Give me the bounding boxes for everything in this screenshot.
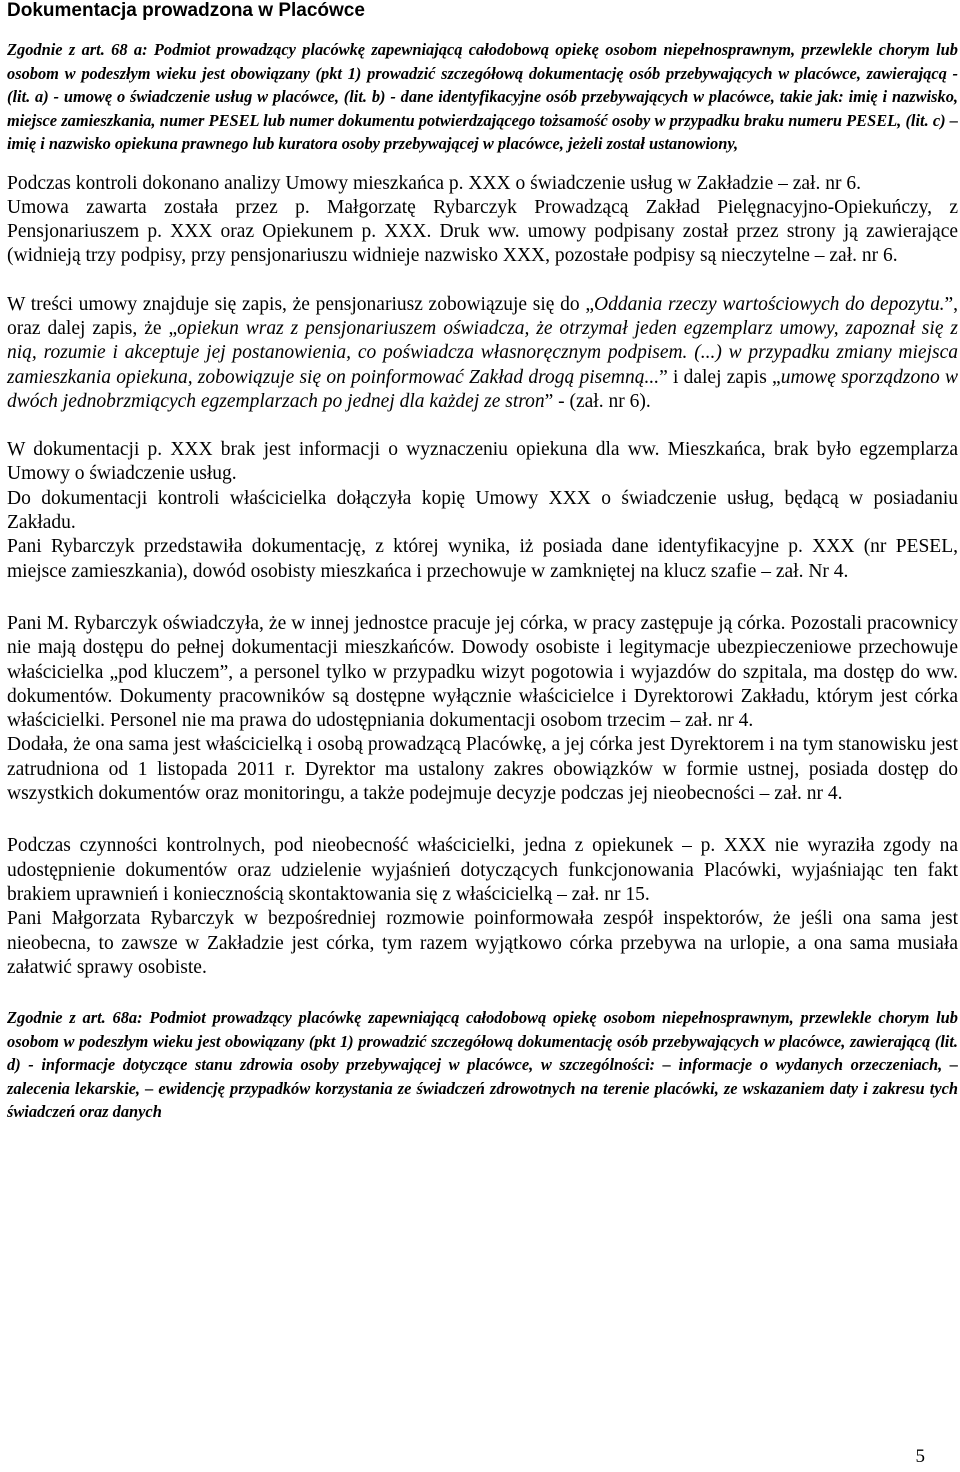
paragraph-director-info: Dodała, że ona sama jest właścicielką i osobą prowadzącą Placówkę, a jej córka jest Dyrektorem i na tym stanowisku jest zatrudniona od 1 listopada 2011 r. Dyrektor ma ustalony zakres obowiązków w formie ustnej, posiada dostęp do wszystkich dokumentów oraz monitoringu, a także podejmuje decyzje podczas jej nieobecności – zał. nr 4.: [7, 734, 958, 805]
quote-text: ”, oraz dalej zapis, że „: [7, 293, 958, 339]
paragraph-contract-analysis: Podczas kontroli dokonano analizy Umowy mieszkańca p. XXX o świadczenie usług w Zakładzie – zał. nr 6.: [7, 172, 861, 194]
document-page: [7, 0, 958, 1124]
paragraph-contract-parties: Umowa zawarta została przez p. Małgorzatę Rybarczyk Prowadzącą Zakład Pielęgnacyjno-Opiekuńczy, z Pensjonariuszem p. XXX oraz Opiekunem p. XXX. Druk ww. umowy podpisany został przez strony ją zawierające (widnieją trzy podpisy, przy pensjonariuszu widnieje nazwisko XXX, pozostałe podpisy są nieczytelne – zał. nr 6.: [7, 196, 958, 267]
legal-citation-art-68a-1: Zgodnie z art. 68 a: Podmiot prowadzący placówkę zapewniającą całodobową opiekę osobom niepełnosprawnym, przewlekle chorym lub osobom w podeszłym wieku jest obowiązany (pkt 1) prowadzić szczegółową dokumentację osób przebywających w placówce, zawierającą - (lit. a) - umowę o świadczenie usług w placówce, (lit. b) - dane identyfikacyjne osób przebywających w placówce, takie jak: imię i nazwisko, miejsce zamieszkania, numer PESEL lub numer dokumentu potwierdzającego tożsamość osoby w przypadku braku numeru PESEL, (lit. c) – imię i nazwisko opiekuna prawnego lub kuratora osoby przebywającej w placówce, jeżeli został ustanowiony,: [7, 40, 958, 153]
page-number: 5: [915, 1446, 925, 1467]
page-title: Dokumentacja prowadzona w Placówce: [7, 0, 365, 21]
quote-text: W treści umowy znajduje się zapis, że pensjonariusz zobowiązuje się do „: [7, 293, 594, 315]
quote-italic: opiekun wraz z pensjonariuszem oświadcza, że otrzymał jeden egzemplarz umowy, zapoznał się z nią, rozumie i akceptuje jej postanowienia, co poświadcza własnoręcznym podpisem. (...) w przypadku zmiany miejsca zamieszkania opiekuna, zobowiązuje się on poinformować Zakład drogą pisemną...: [7, 317, 958, 388]
paragraph-contract-content: [7, 293, 958, 414]
paragraph-owner-statement: Pani M. Rybarczyk oświadczyła, że w innej jednostce pracuje jej córka, w pracy zastępuje ją córka. Pozostali pracownicy nie mają dostępu do pełnej dokumentacji mieszkańców. Dowody osobiste i legitymacje ubezpieczeniowe przechowuje właścicielka „pod kluczem”, a personel tylko w przypadku wizyt pogotowia i wyjazdów do szpitala, ma dostęp do ww. dokumentów. Dokumenty pracowników są dostępne wyłącznie właścicielce i Dyrektorowi Zakładu, którym jest córka właścicielki. Personel nie ma prawa do udostępniania dokumentacji osobom trzecim – zał. nr 4.: [7, 612, 958, 732]
paragraph-owner-conversation: Pani Małgorzata Rybarczyk w bezpośredniej rozmowie poinformowała zespół inspektorów, że jeśli ona sama jest nieobecna, to zawsze w Zakładzie jest córka, tym razem wyjątkowo córka przebywa na urlopie, a ona sama musiała załatwić sprawy osobiste.: [7, 908, 958, 978]
quote-italic: umowę sporządzono w dwóch jednobrzmiących egzemplarzach po jednej dla każdej ze stron: [7, 366, 958, 412]
quote-text: ” i dalej zapis „: [659, 366, 781, 388]
quote-text: ” - (zał. nr 6).: [544, 390, 651, 412]
legal-citation-art-68a-2: Zgodnie z art. 68a: Podmiot prowadzący placówkę zapewniającą całodobową opiekę osobom niepełnosprawnym, przewlekle chorym lub osobom w podeszłym wieku jest obowiązany (pkt 1) prowadzić szczegółową dokumentację osób przebywających w placówce, zawierającą (lit. d) - informacje dotyczące stanu zdrowia osoby przebywającej w placówce, w szczególności: – informacje o wydanych orzeczeniach, – zalecenia lekarskie, – ewidencję przypadków korzystania ze świadczeń zdrowotnych na terenie placówki, ze wskazaniem daty i zakresu tych świadczeń oraz danych: [7, 1008, 958, 1122]
paragraph-caregiver-refusal: Podczas czynności kontrolnych, pod nieobecność właścicielki, jedna z opiekunek – p. XXX nie wyraziła zgody na udostępnienie dokumentów oraz udzielenie wyjaśnień dotyczących funkcjonowania Placówki, wyjaśniając ten fakt brakiem uprawnień i koniecznością skontaktowania się z właścicielką – zał. nr 15.: [7, 835, 958, 905]
paragraph-contract-copy: Do dokumentacji kontroli właścicielka dołączyła kopię Umowy XXX o świadczenie usług, będącą w posiadaniu Zakładu.: [7, 487, 958, 534]
paragraph-missing-guardian: W dokumentacji p. XXX brak jest informacji o wyznaczeniu opiekuna dla ww. Mieszkańca, brak było egzemplarza Umowy o świadczenie usług.: [7, 439, 958, 485]
quote-italic: Oddania rzeczy wartościowych do depozytu.: [594, 293, 945, 315]
paragraph-identification-data: Pani Rybarczyk przedstawiła dokumentację, z której wynika, iż posiada dane identyfikacyjne p. XXX (nr PESEL, miejsce zamieszkania), dowód osobisty mieszkańca i przechowuje w zamkniętej na klucz szafie – zał. Nr 4.: [7, 536, 958, 582]
